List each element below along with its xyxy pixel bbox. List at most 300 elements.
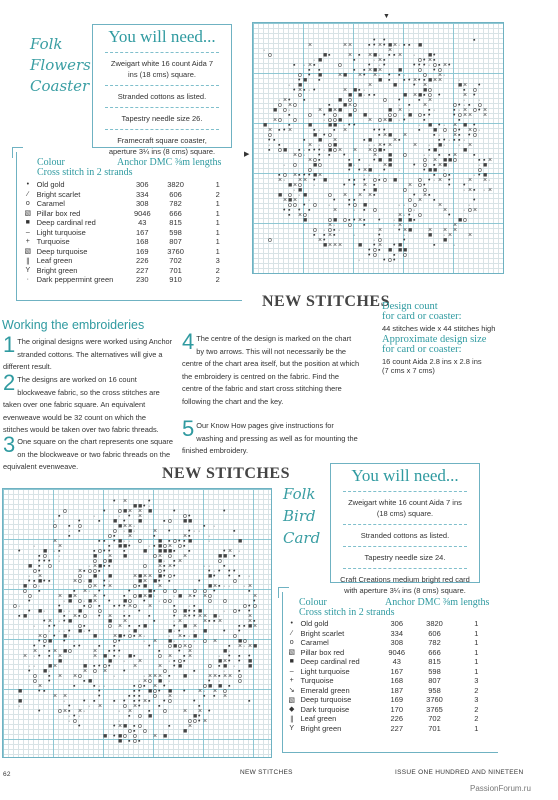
stitch-mark: · [143,638,146,645]
stitch-mark: ▪ [128,738,131,745]
stitch-mark: · [288,107,291,114]
stitch-mark: ▪ [198,703,201,710]
stitch-mark: · [463,97,466,104]
stitch-mark: o [13,603,17,610]
center-arrow-icon: ▶ [244,151,250,158]
anchor-number: 170 [390,704,403,714]
stitch-mark: · [158,598,161,605]
stitch-mark: • [43,618,46,625]
working-step [3,332,173,374]
stitch-mark: · [143,673,146,680]
stitch-mark: × [423,102,428,109]
stitch-mark: ■ [483,172,488,179]
stitch-mark: o [133,738,137,745]
anchor-number: 334 [390,628,403,638]
stitch-mark: ■ [338,117,343,124]
stitch-mark: ■ [108,573,113,580]
stitch-mark: ■ [378,147,383,154]
stitch-mark: ■ [313,132,318,139]
stitch-mark: × [338,72,343,79]
stitch-mark: × [183,708,188,715]
stitch-mark: × [188,653,193,660]
key-row [21,228,242,238]
stitch-mark: ■ [428,122,433,129]
stitch-mark: · [118,708,121,715]
stitch-mark: o [428,92,432,99]
dmc-number: 3820 [426,619,443,629]
stitch-mark: ▪ [153,543,156,550]
stitch-mark: o [128,728,132,735]
stitch-mark: • [53,633,56,640]
stitch-mark: o [243,638,247,645]
stitch-mark: o [28,593,32,600]
step-text: The centre of the design is marked on the chart by two arrows. This will not necessarily be the centre of the chart area itself, but the position at which the embroidery is centred on the fabric. Find the centre of the fabric and start cross stitching there following the chart and the key. [182,334,360,406]
stitch-mark: × [428,97,433,104]
stitch-mark: ■ [58,658,63,665]
stitch-mark: ▪ [153,588,156,595]
stitch-mark: × [223,673,228,680]
stitch-mark: × [468,187,473,194]
stitch-mark: × [178,618,183,625]
stitch-mark: • [473,122,476,129]
stitch-mark: ▪ [133,698,136,705]
needs-item: Zweigart white 16 count Aida 7 ins (18 cms) square. [348,498,462,518]
thread-colour-name: Pillar box red [36,208,81,218]
stitch-mark: ■ [173,643,178,650]
stitch-mark: • [108,548,111,555]
stitch-mark: · [378,62,381,69]
stitch-mark: • [413,62,416,69]
stitch-mark: ■ [103,653,108,660]
stitch-mark: • [208,568,211,575]
stitch-mark: ■ [198,608,203,615]
stitch-mark: o [433,62,437,69]
stitch-mark: o [78,578,82,585]
stitch-mark: • [38,708,41,715]
stitch-mark: • [113,723,116,730]
key-row [285,676,498,686]
stitch-mark: o [328,117,332,124]
stitch-mark: • [423,57,426,64]
length-value: 1 [474,666,479,676]
stitch-mark: × [398,107,403,114]
stitch-mark: ■ [38,578,43,585]
stitch-mark: × [58,543,63,550]
stitch-mark: ▪ [278,172,281,179]
stitch-mark: • [198,718,201,725]
step-text: One square on the chart represents one square on the blockweave or two fabric threads on the equivalent evenweave. [3,437,173,471]
stitch-mark: × [148,673,153,680]
stitch-mark: o [173,588,177,595]
stitch-mark: · [478,97,481,104]
stitch-mark: ▪ [363,67,366,74]
stitch-mark: · [343,122,346,129]
stitch-mark: • [38,653,41,660]
key-row [285,648,498,658]
stitch-mark: • [178,648,181,655]
stitch-mark: · [463,187,466,194]
stitch-mark: · [398,42,401,49]
stitch-mark: o [138,538,142,545]
stitch-mark: o [328,142,332,149]
stitch-mark: ▪ [303,87,306,94]
stitch-mark: ▪ [413,217,416,224]
stitch-mark: × [188,723,193,730]
stitch-mark: o [308,167,312,174]
thread-colour-name: Old gold [300,619,329,629]
stitch-mark: × [73,613,78,620]
stitch-mark: • [253,598,256,605]
stitch-mark: o [413,202,417,209]
stitch-mark: × [438,162,443,169]
stitch-mark: ▪ [173,603,176,610]
stitch-mark: ▪ [438,62,441,69]
stitch-mark: • [363,72,366,79]
stitch-mark: ▪ [113,643,116,650]
thread-colour-name: Light turquoise [36,227,86,237]
stitch-mark: ▪ [308,207,311,214]
symbol-icon: – [25,228,30,236]
stitch-mark: • [38,568,41,575]
coaster-title [30,34,91,97]
stitch-mark: ▪ [433,197,436,204]
stitch-mark: · [363,87,366,94]
stitch-mark: o [373,247,377,254]
stitch-mark: o [268,237,272,244]
stitch-mark: × [53,538,58,545]
stitch-mark: o [278,147,282,154]
stitch-mark: o [108,623,112,630]
stitch-mark: · [408,107,411,114]
stitch-mark: • [433,52,436,59]
stitch-mark: · [88,588,91,595]
key-header-columns: Anchor DMC ⅜m lengths [117,157,222,168]
stitch-mark: ▪ [403,42,406,49]
stitch-mark: · [28,573,31,580]
stitch-mark: • [238,628,241,635]
stitch-mark: ■ [443,157,448,164]
stitch-mark: · [318,142,321,149]
stitch-mark: · [428,62,431,69]
anchor-number: 226 [136,256,149,266]
stitch-mark: × [288,102,293,109]
stitch-mark: × [228,548,233,555]
stitch-mark: × [178,558,183,565]
stitch-mark: ■ [428,167,433,174]
stitch-mark: ■ [353,87,358,94]
stitch-mark: o [178,543,182,550]
stitch-mark: o [163,598,167,605]
stitch-mark: ▪ [108,563,111,570]
symbol-icon: ■ [25,219,30,227]
stitch-mark: · [353,162,356,169]
stitch-mark: o [473,132,477,139]
stitch-mark: o [168,643,172,650]
stitch-mark: · [58,558,61,565]
stitch-mark: × [93,563,98,570]
stitch-mark: • [113,733,116,740]
stitch-mark: ▪ [363,187,366,194]
stitch-mark: × [143,698,148,705]
stitch-mark: • [383,37,386,44]
stitch-mark: • [403,237,406,244]
stitch-mark: • [113,648,116,655]
stitch-mark: · [198,528,201,535]
stitch-mark: o [33,673,37,680]
stitch-mark: ■ [138,518,143,525]
stitch-mark: ■ [163,733,168,740]
stitch-mark: • [78,643,81,650]
stitch-mark: • [113,538,116,545]
stitch-mark: · [293,187,296,194]
stitch-mark: ■ [88,678,93,685]
stitch-mark: ▪ [113,603,116,610]
stitch-mark: × [463,92,468,99]
stitch-mark: ▪ [133,693,136,700]
stitch-mark: ▪ [393,52,396,59]
stitch-mark: · [398,202,401,209]
stitch-mark: × [433,157,438,164]
dmc-number: 606 [428,628,441,638]
stitch-mark: ▪ [58,548,61,555]
stitch-mark: · [473,172,476,179]
stitch-mark: ■ [433,147,438,154]
stitch-mark: · [378,172,381,179]
stitch-mark: o [408,207,412,214]
stitch-mark: • [363,177,366,184]
stitch-mark: ■ [388,132,393,139]
stitch-mark: ■ [193,713,198,720]
stitch-mark: • [103,508,106,515]
stitch-mark: ▪ [93,548,96,555]
stitch-mark: ■ [78,628,83,635]
stitch-mark: o [423,187,427,194]
stitch-mark: o [208,598,212,605]
stitch-mark: · [128,538,131,545]
stitch-mark: o [348,222,352,229]
stitch-mark: · [478,127,481,134]
needs-heading: You will need... [108,27,216,46]
stitch-mark: · [228,648,231,655]
stitch-mark: ■ [363,112,368,119]
stitch-mark: · [213,523,216,530]
stitch-mark: o [188,643,192,650]
step-text: The designs are worked on 16 count blockweave fabric, so the cross stitches are taken over one fabric square. An equivalent evenweave would be 32 count on which the stitches would be taken over two fabric threads. [3,375,160,434]
stitch-mark: ▪ [348,177,351,184]
stitch-mark: • [138,608,141,615]
stitch-mark: ▪ [108,648,111,655]
stitch-mark: ■ [303,217,308,224]
stitch-mark: ■ [408,227,413,234]
stitch-mark: × [423,192,428,199]
length-value: 1 [474,628,479,638]
stitch-mark: • [218,568,221,575]
center-arrow-icon: ▼ [383,13,390,20]
stitch-mark: · [413,207,416,214]
stitch-mark: · [373,57,376,64]
stitch-mark: × [448,232,453,239]
stitch-mark: o [313,157,317,164]
stitch-mark: • [173,508,176,515]
stitch-mark: × [468,177,473,184]
needs-item: Stranded cottons as listed. [117,92,207,101]
stitch-mark: o [278,102,282,109]
stitch-mark: • [188,528,191,535]
stitch-mark: • [228,653,231,660]
stitch-mark: ▪ [98,568,101,575]
stitch-mark: ▪ [238,623,241,630]
stitch-mark: o [153,688,157,695]
anchor-number: 227 [136,265,149,275]
stitch-mark: · [33,623,36,630]
stitch-mark: ▪ [433,132,436,139]
stitch-mark: × [58,673,63,680]
anchor-number: 9046 [133,208,151,218]
stitch-mark: × [188,593,193,600]
stitch-mark: • [128,543,131,550]
stitch-mark: ▪ [183,543,186,550]
length-value: 2 [215,265,220,275]
stitch-mark: ▪ [288,112,291,119]
stitch-mark: ■ [438,142,443,149]
stitch-mark: ▪ [298,172,301,179]
stitch-mark: o [388,112,392,119]
stitch-mark: · [353,207,356,214]
stitch-mark: ■ [373,67,378,74]
anchor-number: 306 [390,619,403,629]
stitch-mark: ■ [203,628,208,635]
stitch-mark: · [68,718,71,725]
coaster-needs-box [92,24,232,156]
stitch-mark: × [333,137,338,144]
stitch-mark: ▪ [423,92,426,99]
thread-colour-name: Bright scarlet [36,189,81,199]
stitch-mark: × [468,112,473,119]
stitch-mark: × [123,618,128,625]
stitch-mark: · [148,503,151,510]
stitch-mark: • [428,177,431,184]
stitch-mark: ■ [348,162,353,169]
stitch-mark: ▪ [473,152,476,159]
stitch-mark: × [368,192,373,199]
stitch-mark: ▪ [38,553,41,560]
stitch-mark: × [143,578,148,585]
stitch-mark: ■ [398,217,403,224]
stitch-mark: × [38,683,43,690]
thread-colour-name: Leaf green [300,714,337,724]
anchor-number: 306 [136,180,149,190]
stitch-mark: • [303,202,306,209]
stitch-mark: · [278,97,281,104]
stitch-mark: × [373,152,378,159]
stitch-mark: • [418,77,421,84]
needs-heading: You will need... [351,466,459,485]
stitch-mark: · [463,137,466,144]
stitch-mark: × [468,142,473,149]
stitch-mark: ▪ [303,137,306,144]
stitch-mark: • [383,257,386,264]
stitch-mark: ■ [138,578,143,585]
stitch-mark: o [63,508,67,515]
symbol-icon: o [289,639,294,647]
stitch-mark: • [308,72,311,79]
stitch-mark: ▪ [193,608,196,615]
symbol-icon: ◆ [289,706,295,714]
stitch-mark: × [113,633,118,640]
stitch-mark: ▪ [193,593,196,600]
symbol-icon: Y [25,266,31,274]
stitch-mark: • [248,653,251,660]
stitch-mark: ▪ [458,117,461,124]
stitch-mark: × [343,192,348,199]
stitch-mark: × [228,673,233,680]
stitch-mark: · [368,162,371,169]
stitch-mark: ■ [108,618,113,625]
stitch-mark: ■ [183,608,188,615]
stitch-mark: ▪ [288,122,291,129]
needs-item: Tapestry needle size 26. [121,114,203,123]
stitch-mark: • [448,212,451,219]
stitch-mark: o [298,92,302,99]
stitch-mark: • [373,157,376,164]
stitch-mark: • [78,518,81,525]
step-number: 2 [3,370,16,395]
anchor-number: 308 [136,199,149,209]
stitch-mark: • [473,197,476,204]
stitch-mark: ▪ [293,62,296,69]
stitch-mark: ▪ [68,523,71,530]
stitch-mark: · [208,533,211,540]
stitch-mark: × [203,618,208,625]
stitch-mark: × [373,72,378,79]
stitch-mark: o [78,673,82,680]
stitch-mark: × [443,207,448,214]
stitch-mark: o [268,52,272,59]
stitch-mark: ■ [433,167,438,174]
stitch-mark: o [373,252,377,259]
key-header-strands: Cross stitch in 2 strands [37,167,133,178]
stitch-mark: • [168,528,171,535]
stitch-mark: o [298,72,302,79]
stitch-mark: ■ [133,503,138,510]
stitch-mark: · [118,653,121,660]
stitch-mark: ▪ [128,713,131,720]
stitch-mark: o [83,613,87,620]
stitch-mark: o [418,112,422,119]
stitch-mark: ▪ [48,578,51,585]
stitch-mark: · [188,603,191,610]
stitch-mark: ▪ [268,147,271,154]
coaster-chart [252,22,504,274]
stitch-mark: ▪ [303,97,306,104]
stitch-mark: · [243,643,246,650]
stitch-mark: × [153,673,158,680]
card-title-line: Folk [283,485,316,503]
stitch-mark: • [238,608,241,615]
stitch-mark: o [403,152,407,159]
stitch-mark: ▪ [323,232,326,239]
stitch-mark: ▪ [218,663,221,670]
stitch-mark: ▪ [163,518,166,525]
stitch-mark: ■ [148,588,153,595]
stitch-mark: • [408,77,411,84]
stitch-mark: ■ [83,663,88,670]
stitch-mark: • [348,167,351,174]
stitch-mark: · [373,237,376,244]
stitch-mark: ▪ [388,77,391,84]
stitch-mark: ▪ [373,192,376,199]
stitch-mark: × [38,573,43,580]
